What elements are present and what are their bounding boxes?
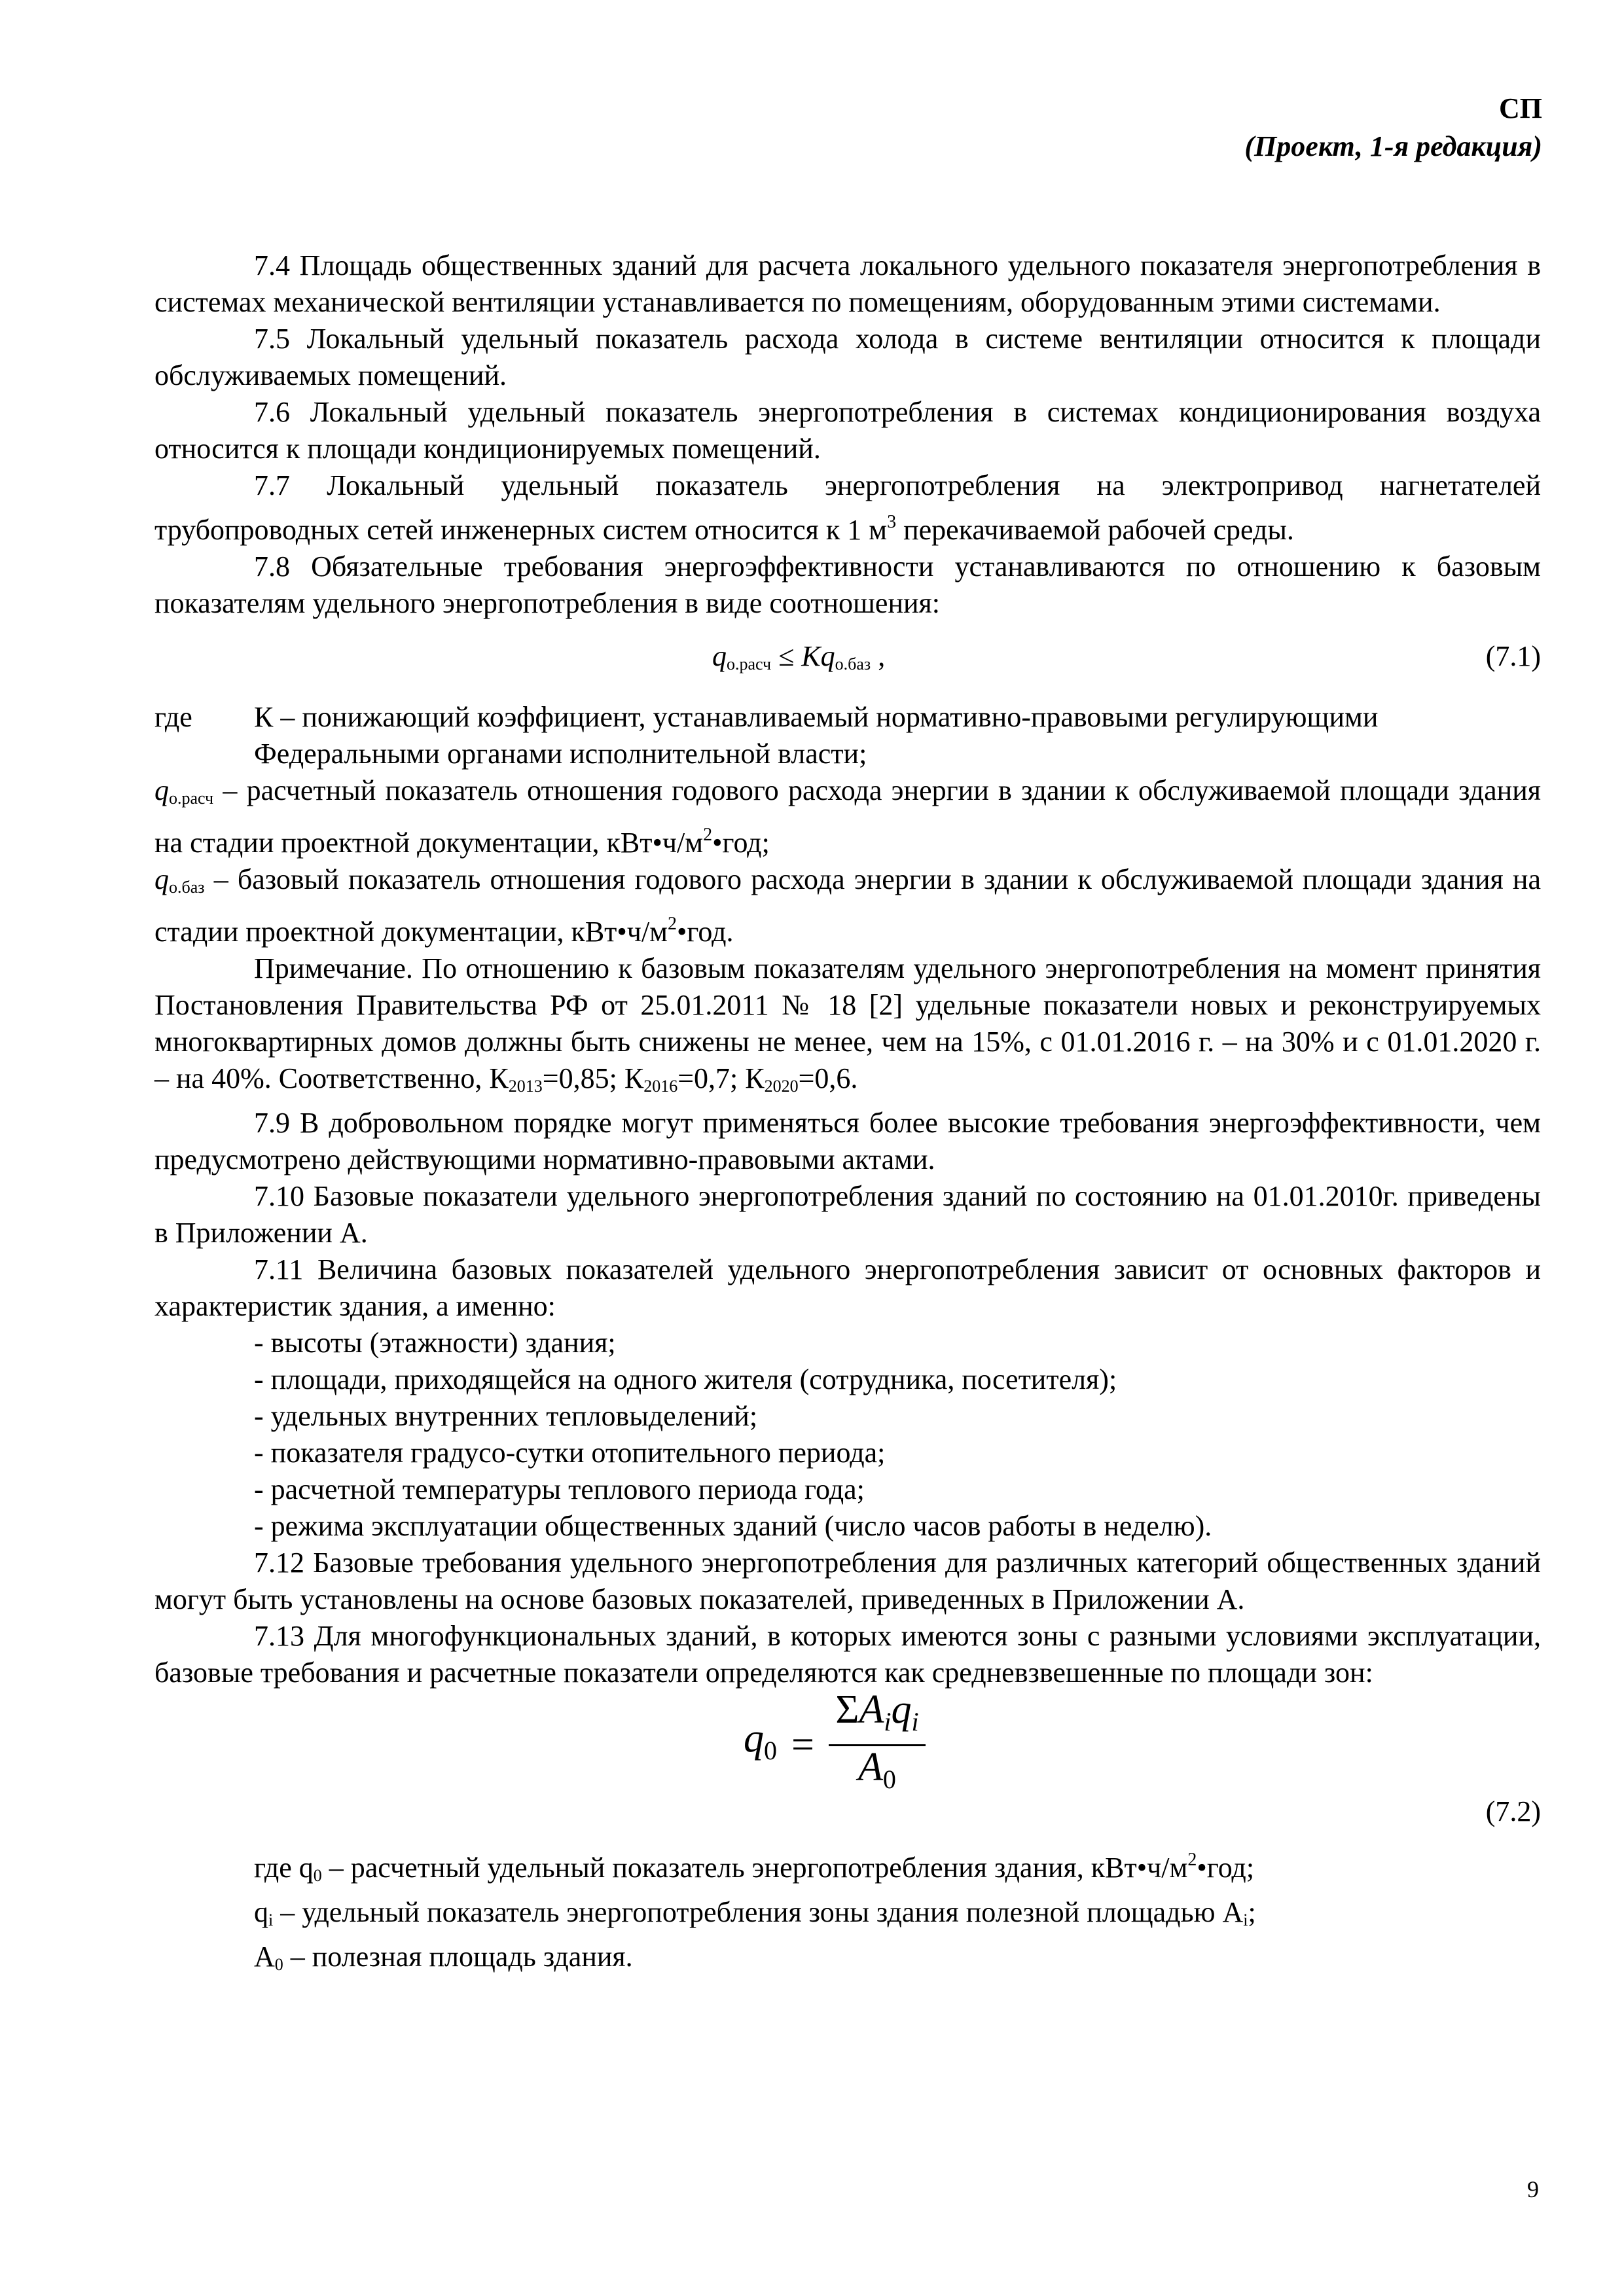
list-item: - площади, приходящейся на одного жителя (сотрудника, посетителя); — [254, 1363, 1117, 1395]
paragraph-7-12: 7.12 Базовые требования удельного энергопотребления для различных категорий общественных зданий могут быть установлены на основе базовых показателей, приведенных в Приложении А. — [154, 1547, 1541, 1615]
list-item: - режима эксплуатации общественных зданий (число часов работы в неделю). — [254, 1510, 1212, 1542]
k-2013-value: =0,85; К — [542, 1062, 644, 1094]
paragraph-7-6: 7.6 Локальный удельный показатель энергопотребления в системах кондиционирования воздуха относится к площади кондиционируемых помещений. — [154, 396, 1541, 465]
edition-label: (Проект, 1-я редакция) — [1244, 130, 1542, 162]
q0-subscript: 0 — [313, 1866, 322, 1885]
leq-sign: ≤ — [778, 640, 795, 672]
paragraph-7-7 — [154, 467, 1541, 548]
definition-a0 — [154, 1939, 1541, 1983]
fraction-numerator: $\Sigma A_iq_i$ — [835, 1687, 919, 1736]
body-text — [154, 247, 1541, 1983]
paragraph-7-11: 7.11 Величина базовых показателей удельного энергопотребления зависит от основных факторов и характеристик здания, а именно: — [154, 1253, 1541, 1322]
q-calc-definition: – расчетный показатель отношения годового расхода энергии в здании к обслуживаемой площади здания на стадии проектной документации, кВт•ч/м — [154, 774, 1541, 859]
qi-definition-end: ; — [1248, 1896, 1256, 1928]
definition-q-base — [154, 861, 1541, 950]
standard-code: СП — [1499, 92, 1542, 124]
qi-label: q — [254, 1896, 268, 1928]
sq-superscript-2: 2 — [668, 914, 677, 934]
sq-superscript-3: 2 — [1187, 1850, 1197, 1870]
qi-definition: – удельный показатель энергопотребления зоны здания полезной площадью A — [273, 1896, 1244, 1928]
definition-q0 — [154, 1842, 1541, 1894]
where-word: где — [154, 701, 192, 733]
list-item: - высоты (этажности) здания; — [254, 1327, 616, 1359]
a0-subscript: 0 — [274, 1955, 283, 1974]
q-calc-subscript: о.расч — [727, 655, 772, 673]
k-2016-value: =0,7; К — [677, 1062, 765, 1094]
q0-label: где q — [254, 1852, 314, 1884]
a0-label: A — [254, 1941, 275, 1973]
equation-7-1 — [154, 622, 1541, 699]
equation-7-1-number: (7.1) — [1485, 640, 1541, 672]
paragraph-7-5: 7.5 Локальный удельный показатель расхода холода в системе вентиляции относится к площади обслуживаемых помещений. — [154, 323, 1541, 391]
equals-sign: = — [791, 1722, 814, 1767]
paragraph-7-7-tail: перекачиваемой рабочей среды. — [896, 514, 1294, 546]
q-base-symbol-subscript: о.баз — [169, 878, 205, 897]
page-number: 9 — [1527, 2176, 1539, 2202]
note-paragraph — [154, 950, 1541, 1105]
definition-k-text: К – понижающий коэффициент, устанавливаемый нормативно-правовыми регулирующими Федеральными органами исполнительной власти; — [254, 701, 1379, 770]
paragraph-7-10: 7.10 Базовые показатели удельного энергопотребления зданий по состоянию на 01.01.2010г. приведены в Приложении А. — [154, 1180, 1541, 1249]
fraction-denominator: $A_0$ — [858, 1745, 896, 1794]
fraction — [829, 1687, 926, 1798]
q-calc-symbol-subscript: о.расч — [169, 789, 214, 808]
k-2020-subscript: 2020 — [764, 1077, 799, 1096]
note-text: Примечание. По отношению к базовым показателям удельного энергопотребления на момент принятия Постановления Правительства РФ от 25.01.2011 № 18 [2] удельные показатели новых и реконструируемых многоквартирных домов должны быть снижены не менее, чем на 15%, с 01.01.2016 г. – на 30% и с 01.01.2020 г. – на 40%. Соответственно, К — [154, 952, 1541, 1094]
list-item: - показателя градусо-сутки отопительного периода; — [254, 1437, 886, 1469]
q-base-definition-unit: •год. — [677, 916, 734, 948]
definition-q-calc — [154, 772, 1541, 861]
sq-superscript: 2 — [703, 825, 713, 845]
equation-7-2-number: (7.2) — [1485, 1795, 1541, 1827]
qi-subscript: i — [268, 1910, 274, 1929]
equation-comma: , — [878, 640, 886, 672]
list-item: - удельных внутренних тепловыделений; — [254, 1400, 758, 1432]
q-calc-definition-unit: •год; — [712, 827, 770, 859]
paragraph-7-13: 7.13 Для многофункциональных зданий, в которых имеются зоны с разными условиями эксплуатации, базовые требования и расчетные показатели определяются как средневзвешенные по площади зон: — [154, 1620, 1541, 1689]
k-2013-subscript: 2013 — [508, 1077, 543, 1096]
q-base-symbol: q — [154, 863, 169, 895]
q0-definition-unit: •год; — [1197, 1852, 1255, 1884]
q0-symbol: $q_0$ — [744, 1716, 777, 1765]
k-2020-value: =0,6. — [798, 1062, 858, 1094]
q-base-definition: – базовый показатель отношения годового расхода энергии в здании к обслуживаемой площади здания на стадии проектной документации, кВт•ч/м — [154, 863, 1541, 948]
definition-k — [154, 699, 1541, 772]
q0-definition: – расчетный удельный показатель энергопотребления здания, кВт•ч/м — [321, 1852, 1188, 1884]
paragraph-7-4: 7.4 Площадь общественных зданий для расчета локального удельного показателя энергопотребления в системах механической вентиляции устанавливается по помещениям, оборудованным этими системами. — [154, 249, 1541, 318]
equation-7-1-formula — [712, 638, 885, 683]
equation-7-2 — [154, 1687, 1541, 1842]
k-symbol: K — [801, 640, 821, 672]
k-2016-subscript: 2016 — [643, 1077, 678, 1096]
q-symbol-base: q — [820, 640, 835, 672]
q-base-subscript: о.баз — [835, 655, 871, 673]
q-symbol: q — [712, 640, 727, 672]
cubic-superscript: 3 — [887, 512, 897, 532]
paragraph-7-9: 7.9 В добровольном порядке могут применяться более высокие требования энергоэффективности, чем предусмотрено действующими нормативно-правовыми актами. — [154, 1107, 1541, 1175]
a0-definition: – полезная площадь здания. — [283, 1941, 633, 1973]
q-calc-symbol: q — [154, 774, 169, 806]
equation-7-2-formula — [744, 1687, 926, 1798]
paragraph-7-8: 7.8 Обязательные требования энергоэффективности устанавливаются по отношению к базовым показателям удельного энергопотребления в виде соотношения: — [154, 550, 1541, 619]
ai-subscript: i — [1243, 1910, 1248, 1929]
paragraph-7-7-text: 7.7 Локальный удельный показатель энергопотребления на электропривод нагнетателей трубопроводных сетей инженерных систем относится к 1 м — [154, 469, 1541, 546]
definition-qi — [154, 1894, 1541, 1939]
list-item: - расчетной температуры теплового периода года; — [254, 1473, 865, 1505]
